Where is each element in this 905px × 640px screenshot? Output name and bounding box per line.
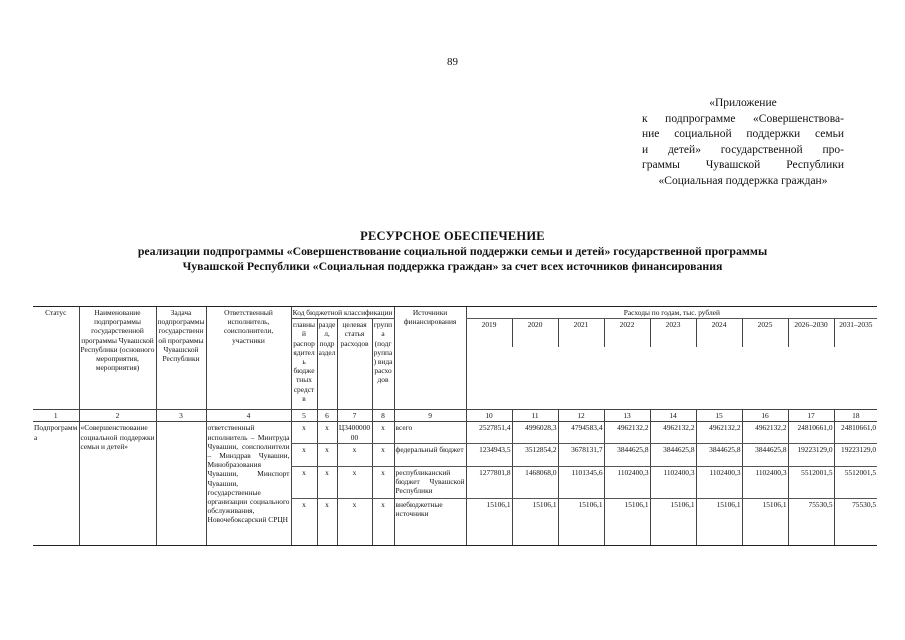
value-cell: 15106,1	[558, 498, 604, 545]
value-cell: 4962132,2	[650, 422, 696, 443]
group-cell: x	[372, 443, 394, 466]
value-cell: 15106,1	[696, 498, 742, 545]
header-year: 2023	[650, 319, 696, 348]
value-cell: 15106,1	[512, 498, 558, 545]
value-cell: 1468068,0	[512, 466, 558, 498]
subtitle-line: реализации подпрограммы «Совершенствование социальной поддержки семьи и детей» государственной программы	[137, 244, 768, 258]
column-number: 11	[512, 410, 558, 422]
section-cell: x	[317, 422, 337, 443]
column-numbers-row	[33, 410, 877, 422]
gr-cell: x	[291, 422, 317, 443]
column-number: 7	[337, 410, 372, 422]
column-number: 14	[650, 410, 696, 422]
appendix-line: «Приложение	[709, 97, 777, 109]
document-title: РЕСУРСНОЕ ОБЕСПЕЧЕНИЕ	[360, 229, 545, 243]
group-cell: x	[372, 498, 394, 545]
header-gr-distributor: главный распорядитель бюджетных средств	[291, 319, 317, 410]
value-cell: 15106,1	[742, 498, 788, 545]
table-header-row	[33, 307, 877, 319]
column-number: 18	[834, 410, 877, 422]
value-cell: 3844625,8	[742, 443, 788, 466]
header-task: Задача подпрограммы государственной программы Чувашской Республики	[156, 307, 206, 410]
value-cell: 19223129,0	[834, 443, 877, 466]
column-number: 6	[317, 410, 337, 422]
value-cell: 1101345,6	[558, 466, 604, 498]
header-section: раздел, подраздел	[317, 319, 337, 410]
value-cell: 1102400,3	[650, 466, 696, 498]
target-cell: x	[337, 498, 372, 545]
source-cell: федеральный бюджет	[394, 443, 466, 466]
section-cell: x	[317, 498, 337, 545]
column-number: 1	[33, 410, 79, 422]
header-year: 2025	[742, 319, 788, 348]
group-cell: x	[372, 466, 394, 498]
source-cell: республиканский бюджет Чувашской Республики	[394, 466, 466, 498]
status-cell: Подпрограмма	[33, 422, 79, 545]
header-year: 2021	[558, 319, 604, 348]
resource-table	[33, 306, 877, 546]
value-cell: 15106,1	[650, 498, 696, 545]
responsible-cell: ответственный исполнитель – Минтруда Чувашии, соисполнители – Минздрав Чувашии, Минобразования Чувашии, Минспорт Чувашии, государственные организации социального обслуживания, Новочебоксарский СРЦН	[206, 422, 291, 545]
section-cell: x	[317, 466, 337, 498]
target-cell: x	[337, 466, 372, 498]
header-responsible: Ответственный исполнитель, соисполнители, участники	[206, 307, 291, 410]
header-year: 2019	[466, 319, 512, 348]
value-cell: 15106,1	[604, 498, 650, 545]
column-number: 9	[394, 410, 466, 422]
column-number: 10	[466, 410, 512, 422]
value-cell: 1102400,3	[742, 466, 788, 498]
value-cell: 1102400,3	[696, 466, 742, 498]
header-year: 2031–2035	[834, 319, 877, 348]
appendix-line: к подпрограмме «Совершенствова-	[642, 112, 844, 125]
appendix-line: ние социальной поддержки семьи	[642, 128, 844, 140]
value-cell: 5512001,5	[834, 466, 877, 498]
appendix-note	[642, 96, 844, 189]
header-expenses: Расходы по годам, тыс. рублей	[466, 307, 877, 319]
value-cell: 1234943,5	[466, 443, 512, 466]
header-year: 2022	[604, 319, 650, 348]
column-number: 16	[742, 410, 788, 422]
section-cell: x	[317, 443, 337, 466]
column-number: 12	[558, 410, 604, 422]
subtitle-line: Чувашской Республики «Социальная поддержка граждан» за счет всех источников финансирования	[182, 259, 723, 273]
header-year: 2026–2030	[788, 319, 834, 348]
value-cell: 4794583,4	[558, 422, 604, 443]
value-cell: 24810661,0	[788, 422, 834, 443]
column-number: 4	[206, 410, 291, 422]
value-cell: 5512001,5	[788, 466, 834, 498]
column-number: 3	[156, 410, 206, 422]
appendix-line: «Социальная поддержка граждан»	[658, 174, 828, 187]
value-cell: 2527851,4	[466, 422, 512, 443]
value-cell: 19223129,0	[788, 443, 834, 466]
value-cell: 75530,5	[788, 498, 834, 545]
value-cell: 4962132,2	[742, 422, 788, 443]
gr-cell: x	[291, 443, 317, 466]
target-cell: x	[337, 443, 372, 466]
column-number: 8	[372, 410, 394, 422]
value-cell: 3844625,8	[696, 443, 742, 466]
column-number: 17	[788, 410, 834, 422]
value-cell: 4962132,2	[604, 422, 650, 443]
column-number: 2	[79, 410, 156, 422]
gr-cell: x	[291, 466, 317, 498]
value-cell: 4962132,2	[696, 422, 742, 443]
column-number: 15	[696, 410, 742, 422]
page-number: 89	[447, 56, 458, 68]
value-cell: 1277801,8	[466, 466, 512, 498]
value-cell: 3844625,8	[650, 443, 696, 466]
appendix-line: граммы Чувашской Республики	[642, 159, 844, 171]
value-cell: 4996028,3	[512, 422, 558, 443]
column-number: 13	[604, 410, 650, 422]
column-number: 5	[291, 410, 317, 422]
gr-cell: x	[291, 498, 317, 545]
header-target-item: целевая статья расходов	[337, 319, 372, 410]
group-cell: x	[372, 422, 394, 443]
value-cell: 3512854,2	[512, 443, 558, 466]
value-cell: 1102400,3	[604, 466, 650, 498]
name-cell: «Совершенствование социальной поддержки семьи и детей»	[79, 422, 156, 545]
value-cell: 24810661,0	[834, 422, 877, 443]
header-year: 2024	[696, 319, 742, 348]
header-sources: Источники финансирования	[394, 307, 466, 410]
table-row	[33, 422, 877, 443]
value-cell: 75530,5	[834, 498, 877, 545]
task-cell	[156, 422, 206, 545]
header-budget-code: Код бюджетной классификации	[292, 308, 393, 317]
source-cell: всего	[394, 422, 466, 443]
document-subtitle	[0, 244, 905, 274]
header-year: 2020	[512, 319, 558, 348]
header-name: Наименование подпрограммы государственной программы Чувашской Республики (основного мероприятия, мероприятия)	[79, 307, 156, 410]
target-cell: Ц340000000	[338, 423, 371, 442]
header-expense-group: группа (подгруппа) вида расходов	[372, 319, 394, 410]
value-cell: 15106,1	[466, 498, 512, 545]
value-cell: 3844625,8	[604, 443, 650, 466]
value-cell: 3678131,7	[558, 443, 604, 466]
header-status: Статус	[33, 307, 79, 410]
appendix-line: и детей» государственной про-	[642, 143, 844, 156]
source-cell: внебюджетные источники	[394, 498, 466, 545]
